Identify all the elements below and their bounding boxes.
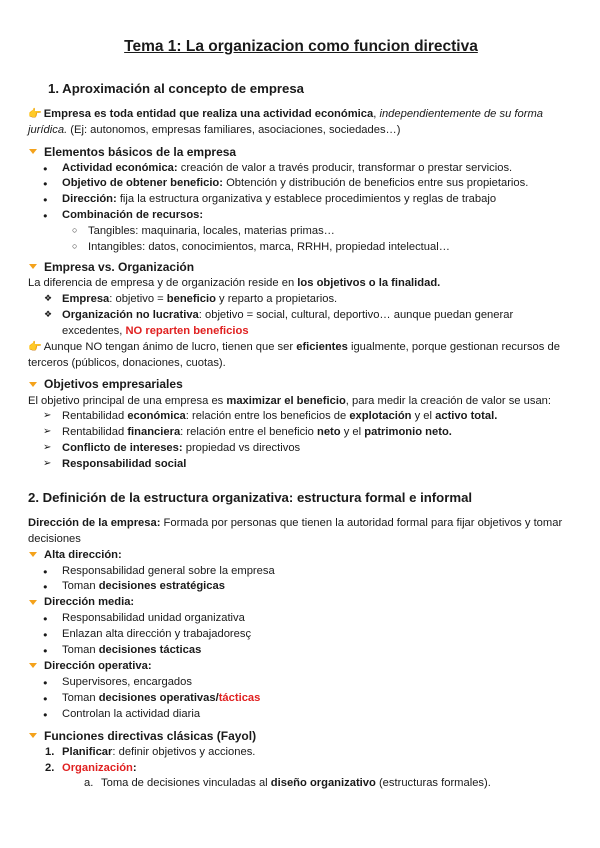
list-item: ● Actividad económica: creación de valor a través producir, transformar o prestar servicios.: [28, 161, 574, 177]
list-item: a. Toma de decisiones vinculadas al diseño organizativo (estructuras formales).: [84, 777, 491, 790]
list-item: 2. Organización:: [45, 761, 137, 774]
fayol-heading: Funciones directivas clásicas (Fayol): [28, 728, 574, 745]
bullet-triangle-icon: [29, 264, 37, 269]
list-item: ● Enlazan alta dirección y trabajadoresç: [28, 627, 574, 643]
list-item: ➢ Conflicto de intereses: propiedad vs directivos: [28, 441, 574, 457]
objetivos-list: [28, 409, 574, 473]
vs-intro: La diferencia de empresa y de organización reside en los objetivos o la finalidad.: [28, 277, 441, 290]
direccion-media-heading: Dirección media:: [28, 595, 574, 611]
list-item: ❖ Organización no lucrativa: objetivo = social, cultural, deportivo… aunque puedan generar excedentes, NO reparten beneficios: [28, 308, 574, 340]
alta-list: [28, 564, 574, 596]
lucro-note: 👉 Aunque NO tengan ánimo de lucro, tienen que ser eficientes igualmente, porque gestionan recursos de terceros (públicos, donaciones, cuotas).: [28, 340, 560, 369]
bullet-triangle-icon: [29, 600, 37, 605]
list-item: ❖ Empresa: objetivo = beneficio y reparto a propietarios.: [28, 292, 574, 308]
bullet-triangle-icon: [29, 382, 37, 387]
section-2-heading: 2. Definición de la estructura organizativa: estructura formal e informal: [28, 490, 473, 506]
list-item: ● Combinación de recursos:: [28, 208, 574, 224]
operativa-list: [28, 675, 574, 723]
page-title: Tema 1: La organizacion como funcion directiva: [124, 38, 478, 55]
direccion-intro: Dirección de la empresa: Formada por personas que tienen la autoridad formal para fijar objetivos y tomar decisiones: [28, 516, 563, 545]
list-item: ➢ Responsabilidad social: [28, 457, 574, 473]
list-item: ● Dirección: fija la estructura organizativa y establece procedimientos y reglas de trabajo: [28, 192, 574, 208]
pointing-hand-icon: 👉: [28, 340, 42, 353]
vs-list: [28, 292, 574, 340]
pointing-hand-icon: 👉: [28, 107, 42, 120]
direccion-operativa-heading: Dirección operativa:: [28, 659, 574, 675]
media-list: [28, 611, 574, 659]
bullet-triangle-icon: [29, 733, 37, 738]
elementos-heading: Elementos básicos de la empresa: [28, 144, 574, 161]
list-item: ➢ Rentabilidad económica: relación entre los beneficios de explotación y el activo total.: [28, 409, 574, 425]
empresa-vs-organizacion-heading: Empresa vs. Organización: [28, 259, 574, 276]
alta-direccion-heading: Alta dirección:: [28, 548, 574, 564]
list-item: 1. Planificar: definir objetivos y acciones.: [45, 745, 256, 758]
list-item: ➢ Rentabilidad financiera: relación entre el beneficio neto y el patrimonio neto.: [28, 425, 574, 441]
bullet-triangle-icon: [29, 663, 37, 668]
elementos-list: [28, 161, 574, 256]
bullet-triangle-icon: [29, 552, 37, 557]
bullet-triangle-icon: [29, 149, 37, 154]
list-item: ● Objetivo de obtener beneficio: Obtención y distribución de beneficios entre sus propietarios.: [28, 176, 574, 192]
section-1-heading: 1. Aproximación al concepto de empresa: [48, 81, 305, 96]
list-item: ○ Tangibles: maquinaria, locales, materias primas…: [28, 224, 574, 240]
objetivos-heading: Objetivos empresariales: [28, 376, 574, 393]
list-item: ● Responsabilidad general sobre la empresa: [28, 564, 574, 580]
list-item: ● Toman decisiones operativas/tácticas: [28, 691, 574, 707]
list-item: ● Controlan la actividad diaria: [28, 707, 574, 723]
list-item: ● Responsabilidad unidad organizativa: [28, 611, 574, 627]
objetivos-intro: El objetivo principal de una empresa es maximizar el beneficio, para medir la creación de valor se usan:: [28, 394, 551, 407]
list-item: ● Supervisores, encargados: [28, 675, 574, 691]
list-item: ● Toman decisiones tácticas: [28, 643, 574, 659]
list-item: ● Toman decisiones estratégicas: [28, 579, 574, 595]
empresa-definition: 👉 Empresa es toda entidad que realiza una actividad económica, independientemente de su forma jurídica. (Ej: autonomos, empresas familiares, asociaciones, sociedades…): [28, 107, 544, 136]
list-item: ○ Intangibles: datos, conocimientos, marca, RRHH, propiedad intelectual…: [28, 240, 574, 256]
